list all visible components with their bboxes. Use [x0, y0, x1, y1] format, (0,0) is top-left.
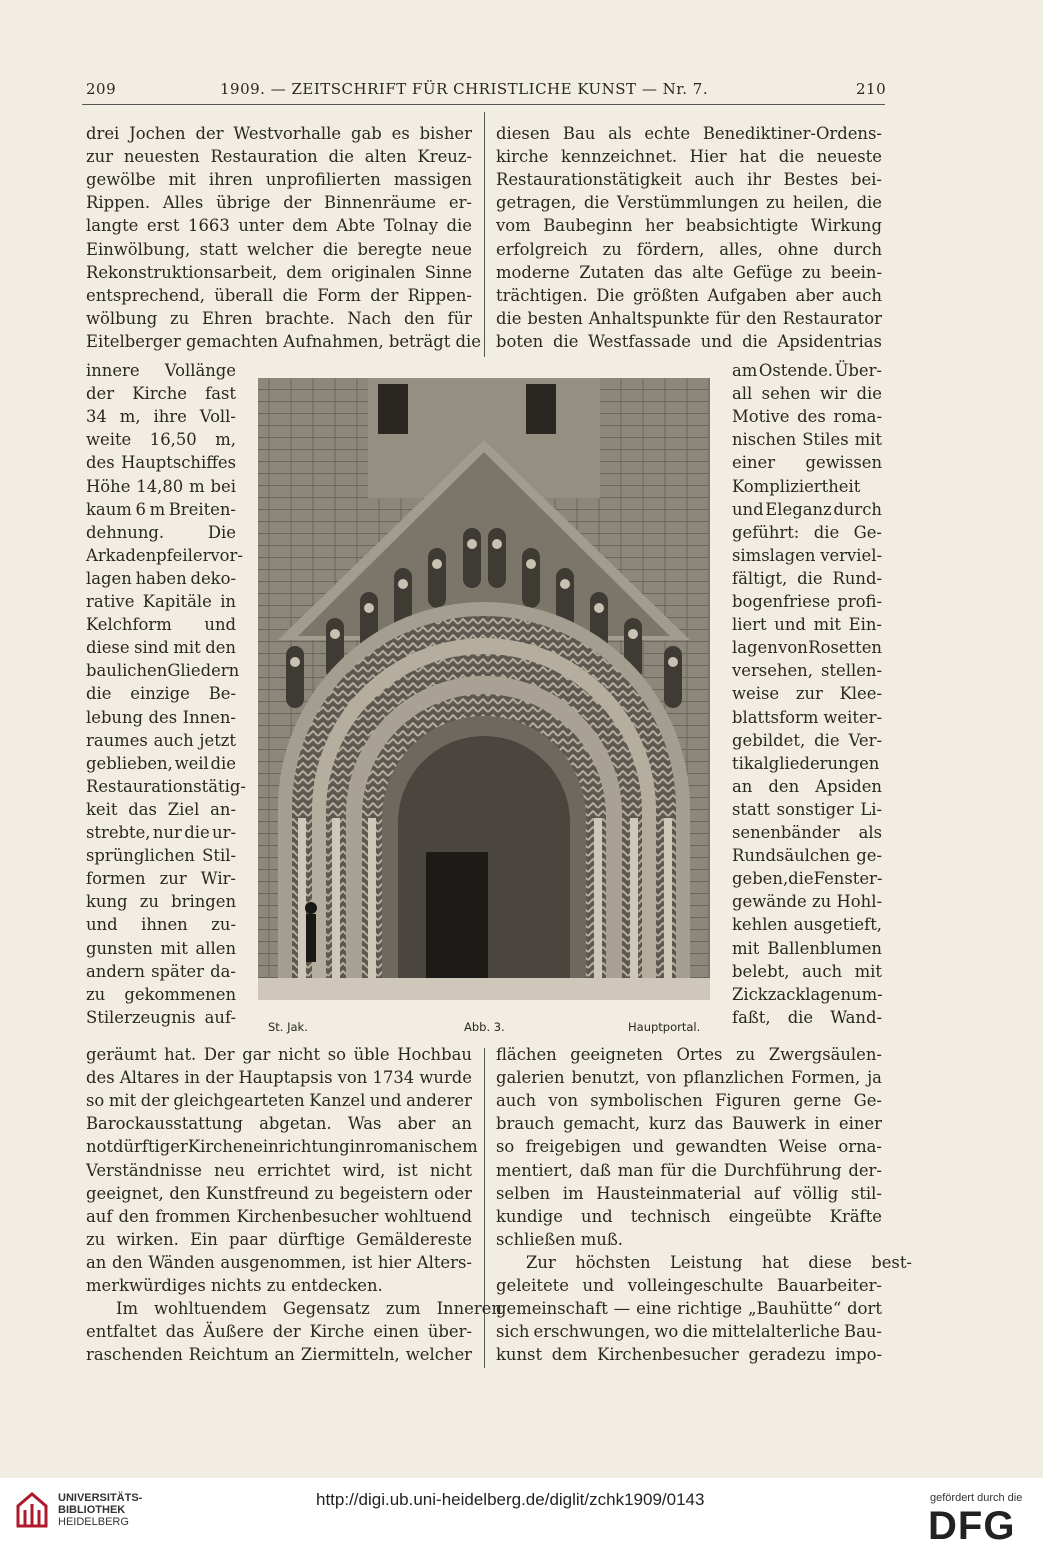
- right-column-top-line: vom Baubeginn her beabsichtigte Wirkung: [496, 216, 882, 236]
- right-column-narrow-line: versehen, stellen-: [732, 661, 882, 681]
- left-column-bottom-line: geräumt hat. Der gar nicht so üble Hochbau: [86, 1045, 472, 1064]
- left-column-narrow-line: die einzige Be-: [86, 684, 236, 704]
- right-column-narrow-line: mit Ballenblumen: [732, 938, 882, 958]
- right-column-top-line: getragen, die Verstümmlungen zu heilen, die: [496, 193, 882, 213]
- right-column-narrow-line: statt sonstiger Li-: [732, 799, 882, 819]
- left-column-narrow-line: Restaurationstätig-: [86, 776, 246, 796]
- left-column-top-line: Rekonstruktionsarbeit, dem originalen Sinne: [86, 262, 472, 282]
- page-number-left: 209: [86, 80, 117, 98]
- left-column-bottom-line: Verständnisse neu errichtet wird, ist nicht: [86, 1160, 472, 1180]
- right-column-narrow-line: simslagen verviel-: [732, 545, 882, 565]
- church-portal-illustration: [258, 378, 710, 1000]
- right-column-bottom-line: kundige und technisch eingeübte Kräfte: [496, 1206, 882, 1226]
- right-column-narrow-line: all sehen wir die: [732, 384, 882, 404]
- page-number-right: 210: [856, 80, 887, 98]
- left-column-narrow-line: lagen haben deko-: [86, 568, 236, 588]
- right-column-bottom-line: galerien benutzt, von pflanzlichen Formen, ja: [496, 1068, 882, 1088]
- left-column-narrow-line: keit das Ziel an-: [86, 799, 236, 819]
- left-column-top-line: langte erst 1663 unter dem Abte Tolnay die: [86, 216, 472, 236]
- left-column-narrow-line: lebung des Innen-: [86, 707, 236, 727]
- right-column-narrow-line: Rundsäulchen ge-: [732, 846, 882, 866]
- right-column-narrow-line: einer gewissen: [732, 453, 882, 473]
- right-column-narrow-line: geben, die Fenster-: [732, 869, 883, 889]
- left-column-narrow-line: der Kirche fast: [86, 384, 236, 404]
- left-column-top-line: Eitelberger gemachten Aufnahmen, beträgt die: [86, 331, 481, 351]
- digitization-footer: [0, 1478, 1043, 1557]
- right-column-narrow-line: liert und mit Ein-: [732, 615, 882, 635]
- left-column-narrow-line: des Hauptschiffes: [86, 453, 236, 473]
- right-column-bottom-line: mentiert, daß man für die Durchführung der-: [496, 1160, 882, 1180]
- left-column-top-line: zur neuesten Restauration die alten Kreuz-: [86, 147, 472, 167]
- left-column-bottom-line: des Altares in der Hauptapsis von 1734 wurde: [86, 1068, 472, 1088]
- right-column-narrow-line: gebildet, die Ver-: [732, 730, 882, 750]
- left-column-narrow-line: Arkadenpfeilervor-: [86, 545, 243, 565]
- left-column-narrow-line: dehnung. Die: [86, 522, 236, 542]
- right-column-bottom-line: schließen muß.: [496, 1229, 624, 1249]
- right-column-narrow-line: gewände zu Hohl-: [732, 892, 882, 912]
- right-column-bottom-line: brauch gemacht, kurz das Bauwerk in einer: [496, 1114, 882, 1134]
- left-column-narrow-line: andern später da-: [86, 961, 236, 981]
- right-column-top-line: trächtigen. Die größten Aufgaben aber auch: [496, 285, 882, 305]
- right-column-narrow-line: bogenfriese profi-: [732, 592, 882, 611]
- right-column-top-line: diesen Bau als echte Benediktiner-Ordens-: [496, 124, 882, 143]
- left-column-narrow-line: und ihnen zu-: [86, 915, 236, 935]
- right-column-bottom-line: flächen geeigneten Ortes zu Zwergsäulen-: [496, 1045, 882, 1064]
- funding-note: gefördert durch die: [930, 1492, 1023, 1504]
- left-column-narrow-line: baulichen Gliedern: [86, 661, 240, 681]
- right-column-bottom-line: sich erschwungen, wo die mittelalterliche Bau-: [496, 1322, 882, 1342]
- left-column-top-line: wölbung zu Ehren brachte. Nach den für: [86, 308, 472, 328]
- right-column-narrow-line: und Eleganz durch: [732, 499, 882, 519]
- left-column-narrow-line: 34 m, ihre Voll-: [86, 407, 236, 427]
- left-column-bottom-line: zu wirken. Ein paar dürftige Gemäldereste: [86, 1229, 472, 1249]
- left-column-narrow-line: Kelchform und: [86, 615, 236, 635]
- left-column-bottom-line: Im wohltuendem Gegensatz zum Inneren: [116, 1299, 502, 1319]
- right-column-narrow-line: senenbänder als: [732, 823, 882, 842]
- left-column-top-line: gewölbe mit ihren unprofilierten massigen: [86, 170, 472, 190]
- right-column-narrow-line: belebt, auch mit: [732, 961, 882, 981]
- library-name-line1: UNIVERSITÄTS-: [58, 1492, 143, 1504]
- right-column-narrow-line: am Ostende. Über-: [732, 361, 882, 380]
- right-column-narrow-line: Motive des roma-: [732, 407, 882, 427]
- right-column-narrow-line: Kompliziertheit: [732, 476, 861, 496]
- left-column-bottom-line: an den Wänden ausgenommen, ist hier Alters-: [86, 1252, 472, 1272]
- right-column-top-line: moderne Zutaten das alte Gefüge zu beein-: [496, 262, 882, 282]
- left-column-narrow-line: formen zur Wir-: [86, 869, 236, 889]
- left-column-narrow-line: gunsten mit allen: [86, 938, 236, 958]
- right-column-narrow-line: an den Apsiden: [732, 776, 882, 796]
- right-column-narrow-line: lagen von Rosetten: [732, 638, 882, 658]
- library-name-line3: HEIDELBERG: [58, 1516, 129, 1528]
- right-column-narrow-line: weise zur Klee-: [732, 684, 882, 704]
- left-column-top-line: drei Jochen der Westvorhalle gab es bisher: [86, 124, 472, 143]
- right-column-top-line: die besten Anhaltspunkte für den Restaurator: [496, 308, 882, 328]
- running-title: 1909. — ZEITSCHRIFT FÜR CHRISTLICHE KUNST — Nr. 7.: [220, 80, 709, 98]
- right-column-narrow-line: geführt: die Ge-: [732, 522, 882, 542]
- right-column-narrow-line: nischen Stiles mit: [732, 430, 882, 450]
- left-column-bottom-line: entfaltet das Äußere der Kirche einen über-: [86, 1322, 472, 1342]
- left-column-bottom-line: notdürftiger Kircheneinrichtung in romanischem: [86, 1137, 478, 1157]
- right-column-bottom-line: so freigebigen und gewandten Weise orna-: [496, 1137, 882, 1157]
- left-column-bottom-line: auf den frommen Kirchenbesucher wohltuend: [86, 1206, 472, 1226]
- left-column-top-line: Rippen. Alles übrige der Binnenräume er-: [86, 193, 472, 213]
- dfg-logo: DFG: [928, 1504, 1016, 1548]
- header-rule: [82, 104, 885, 105]
- left-column-narrow-line: diese sind mit den: [86, 638, 236, 658]
- left-column-bottom-line: geeignet, den Kunstfreund zu begeistern oder: [86, 1183, 472, 1203]
- right-column-bottom-line: gemeinschaft — eine richtige „Bauhütte“ dort: [496, 1299, 882, 1319]
- left-column-bottom-line: merkwürdiges nichts zu entdecken.: [86, 1276, 383, 1295]
- right-column-bottom-line: Zur höchsten Leistung hat diese best-: [526, 1252, 912, 1272]
- right-column-top-line: Restaurationstätigkeit auch ihr Bestes bei-: [496, 170, 882, 190]
- left-column-narrow-line: Höhe 14,80 m bei: [86, 476, 236, 496]
- right-column-narrow-line: fältigt, die Rund-: [732, 568, 882, 588]
- right-column-bottom-line: kunst dem Kirchenbesucher geradezu impo-: [496, 1345, 882, 1365]
- left-column-narrow-line: weite 16,50 m,: [86, 430, 236, 450]
- left-column-narrow-line: raumes auch jetzt: [86, 730, 236, 750]
- caption-title: Hauptportal.: [628, 1020, 701, 1034]
- left-column-narrow-line: rative Kapitäle in: [86, 592, 236, 611]
- right-column-narrow-line: blattsform weiter-: [732, 707, 882, 727]
- left-column-narrow-line: innere Vollänge: [86, 361, 236, 380]
- right-column-top-line: erfolgreich zu fördern, alles, ohne durch: [496, 239, 882, 259]
- library-logo-icon: [14, 1490, 50, 1530]
- left-column-narrow-line: sprünglichen Stil-: [86, 846, 236, 866]
- left-column-bottom-line: raschenden Reichtum an Ziermitteln, welcher: [86, 1345, 472, 1365]
- right-column-bottom-line: selben im Hausteinmaterial auf völlig stil-: [496, 1183, 882, 1203]
- left-column-top-line: Einwölbung, statt welcher die beregte neue: [86, 239, 472, 259]
- right-column-bottom-line: geleitete und volleingeschulte Bauarbeiter-: [496, 1276, 882, 1295]
- caption-place: St. Jak.: [268, 1020, 308, 1034]
- left-column-bottom-line: so mit der gleichgearteten Kanzel und anderer: [86, 1091, 472, 1111]
- left-column-narrow-line: zu gekommenen: [86, 984, 236, 1004]
- left-column-narrow-line: kung zu bringen: [86, 892, 236, 912]
- right-column-narrow-line: Zickzacklagen um-: [732, 984, 883, 1004]
- right-column-narrow-line: kehlen ausgetieft,: [732, 915, 882, 935]
- portal-photograph: [258, 378, 710, 1000]
- library-name-line2: BIBLIOTHEK: [58, 1504, 126, 1516]
- left-column-narrow-line: kaum 6 m Breiten-: [86, 499, 236, 519]
- right-column-narrow-line: faßt, die Wand-: [732, 1007, 882, 1027]
- column-divider-top: [484, 112, 485, 357]
- right-column-top-line: boten die Westfassade und die Apsidentrias: [496, 331, 882, 351]
- right-column-narrow-line: tikalgliederungen: [732, 753, 880, 773]
- left-column-narrow-line: strebte, nur die ur-: [86, 823, 236, 842]
- right-column-top-line: kirche kennzeichnet. Hier hat die neueste: [496, 147, 882, 167]
- right-column-bottom-line: auch von symbolischen Figuren gerne Ge-: [496, 1091, 882, 1111]
- left-column-bottom-line: Barockausstattung abgetan. Was aber an: [86, 1114, 472, 1134]
- left-column-narrow-line: geblieben, weil die: [86, 753, 236, 773]
- caption-figure-number: Abb. 3.: [464, 1020, 505, 1034]
- permalink-url[interactable]: http://digi.ub.uni-heidelberg.de/diglit/zchk1909/0143: [316, 1490, 705, 1509]
- left-column-narrow-line: Stilerzeugnis auf-: [86, 1007, 236, 1027]
- left-column-top-line: entsprechend, überall die Form der Rippen-: [86, 285, 472, 305]
